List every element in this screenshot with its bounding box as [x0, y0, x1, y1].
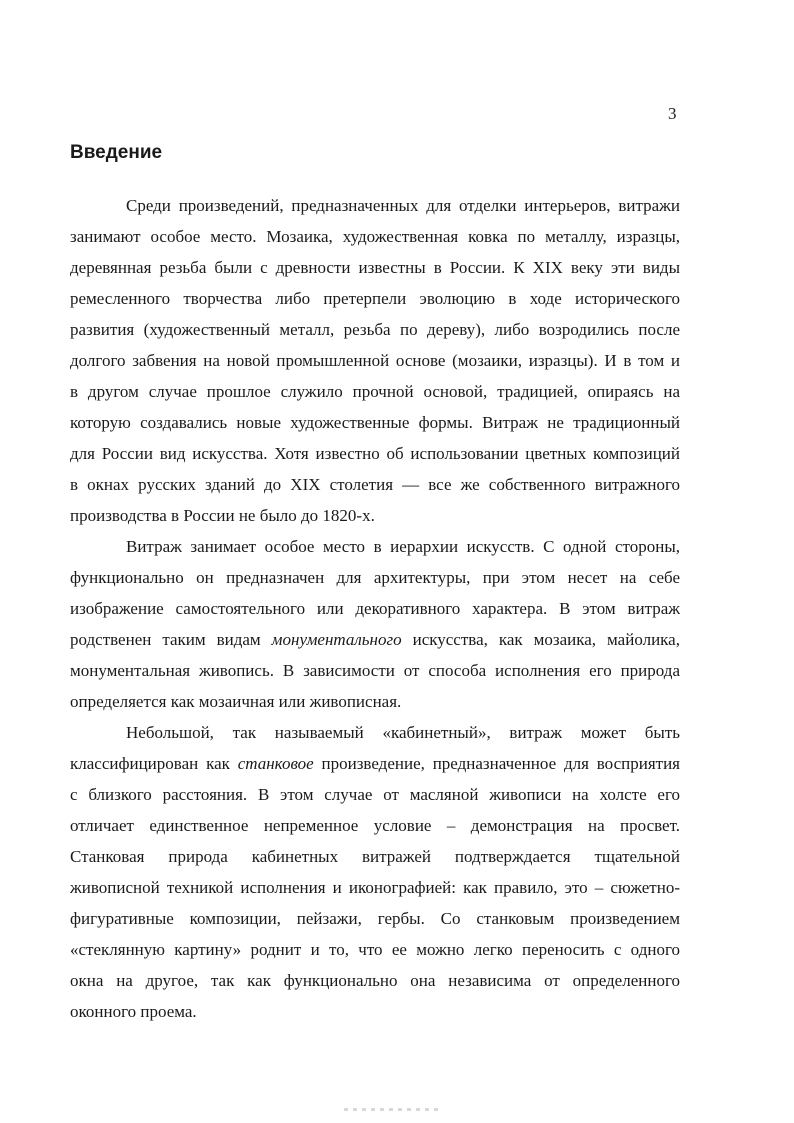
text-line: классифицирован как станковое произведение, предназначенное для восприятия	[70, 754, 680, 773]
text-line: для России вид искусства. Хотя известно об использовании цветных композиций	[70, 444, 680, 463]
text-line: Витраж занимает особое место в иерархии искусств. С одной стороны,	[126, 537, 680, 556]
emphasis-monumental: монументального	[271, 630, 402, 649]
text-line: в другом случае прошлое служило прочной основой, традицией, опираясь на	[70, 382, 680, 401]
text-line: Небольшой, так называемый «кабинетный», витраж может быть	[126, 723, 680, 742]
text-line: изображение самостоятельного или декоративного характера. В этом витраж	[70, 599, 680, 618]
text-line: деревянная резьба были с древности известны в России. К XIX веку эти виды	[70, 258, 680, 277]
paragraph-3	[70, 717, 680, 1027]
text-line: окна на другое, так как функционально она независима от определенного	[70, 971, 680, 990]
emphasis-easel: станковое	[237, 754, 314, 773]
text-line: живописной техникой исполнения и иконографией: как правило, это – сюжетно-	[70, 878, 680, 897]
text-line: определяется как мозаичная или живописная.	[70, 692, 402, 711]
page-number: 3	[668, 104, 677, 123]
text-line: оконного проема.	[70, 1002, 197, 1021]
text-line: фигуративные композиции, пейзажи, гербы. Со станковым произведением	[70, 909, 680, 928]
text-line: в окнах русских зданий до XIX столетия — все же собственного витражного	[70, 475, 680, 494]
text-line: развития (художественный металл, резьба по дереву), либо возродились после	[70, 320, 680, 339]
scan-artifact	[344, 1108, 440, 1111]
text-line: ремесленного творчества либо претерпели эволюцию в ходе исторического	[70, 289, 680, 308]
section-heading: Введение	[70, 142, 163, 163]
paragraph-1	[70, 190, 680, 531]
text-line: «стеклянную картину» роднит и то, что ее можно легко переносить с одного	[70, 940, 680, 959]
body-text	[70, 190, 680, 1027]
text-line: Среди произведений, предназначенных для отделки интерьеров, витражи	[126, 196, 680, 215]
text-line: долгого забвения на новой промышленной основе (мозаики, изразцы). И в том и	[70, 351, 680, 370]
text-line: родственен таким видам монументального искусства, как мозаика, майолика,	[70, 630, 680, 649]
text-line: функционально он предназначен для архитектуры, при этом несет на себе	[70, 568, 680, 587]
text-line: Станковая природа кабинетных витражей подтверждается тщательной	[70, 847, 680, 866]
text-line: которую создавались новые художественные формы. Витраж не традиционный	[70, 413, 680, 432]
text-line: занимают особое место. Мозаика, художественная ковка по металлу, изразцы,	[70, 227, 680, 246]
text-line: отличает единственное непременное условие – демонстрация на просвет.	[70, 816, 680, 835]
paragraph-2	[70, 531, 680, 717]
text-line: монументальная живопись. В зависимости от способа исполнения его природа	[70, 661, 680, 680]
text-line: с близкого расстояния. В этом случае от масляной живописи на холсте его	[70, 785, 680, 804]
text-line: производства в России не было до 1820-х.	[70, 506, 375, 525]
